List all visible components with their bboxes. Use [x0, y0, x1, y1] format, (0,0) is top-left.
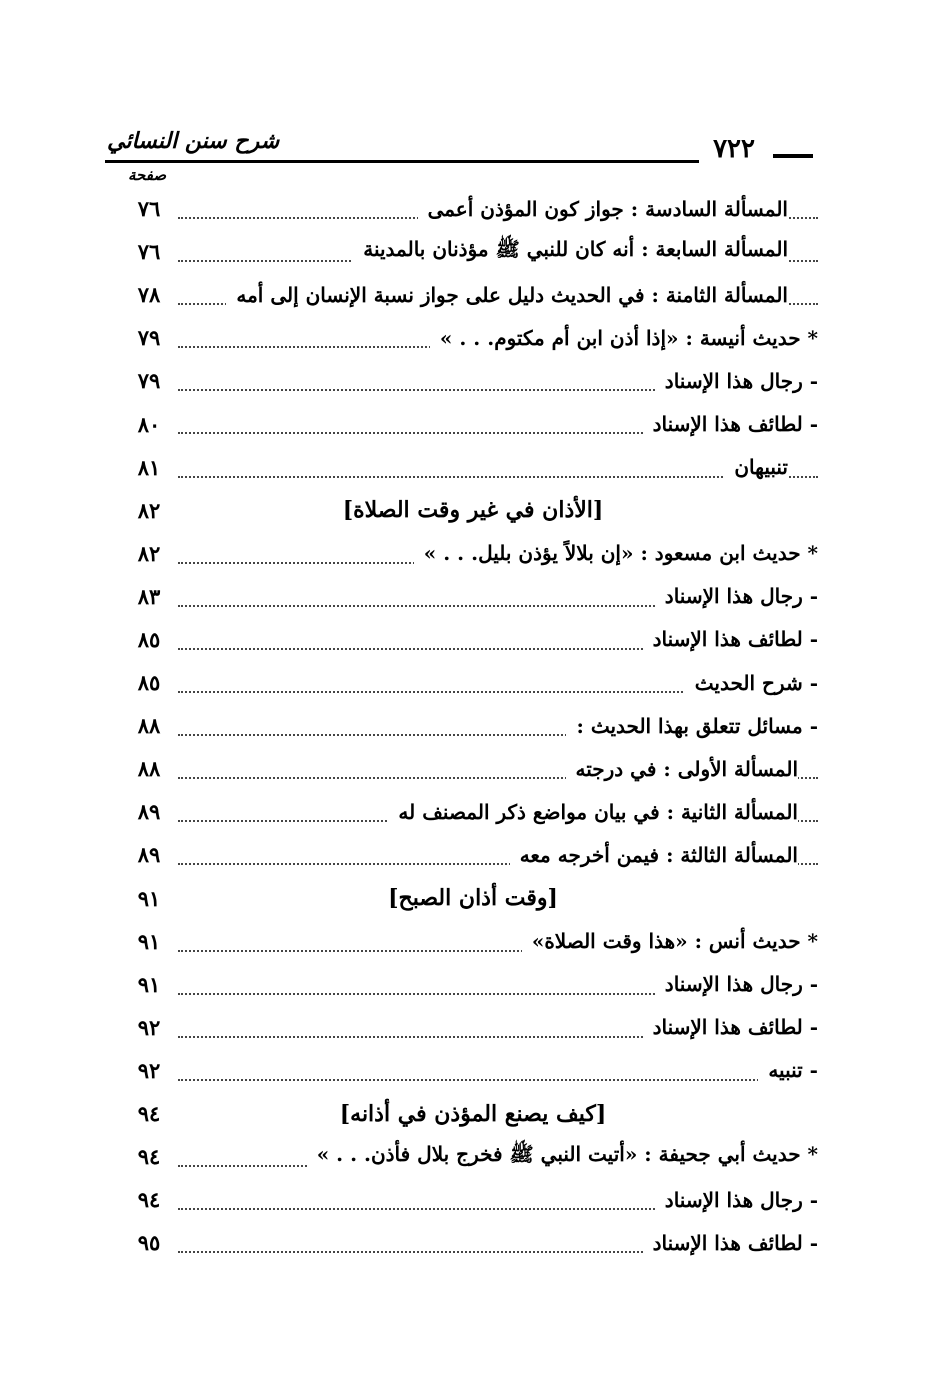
entry-page-number: ٩١ [137, 885, 161, 911]
entry-page-number: ٧٦ [137, 239, 161, 265]
running-header [105, 128, 813, 168]
entry-page-number: ٨٨ [137, 756, 161, 782]
toc-entry [128, 316, 818, 359]
toc-entry [128, 446, 818, 489]
entry-page-number: ٩١ [137, 971, 161, 997]
entry-page-number: ٨٠ [137, 411, 161, 437]
toc-entry [128, 920, 818, 963]
toc-entry [128, 273, 818, 316]
entry-title: - لطائف هذا الإسناد [643, 1015, 818, 1039]
entry-page-number: ٨٢ [137, 497, 161, 523]
section-title: [كيف يصنع المؤذن في أذانه] [339, 1100, 607, 1127]
toc-section-heading [128, 489, 818, 532]
header-rule [105, 160, 699, 163]
entry-page-number: ٩٥ [137, 1230, 161, 1256]
entry-page-number: ٩٢ [137, 1014, 161, 1040]
entry-page-number: ٨٨ [137, 713, 161, 739]
page-column-label: صفحة [128, 166, 167, 184]
entry-page-number: ٩٤ [137, 1187, 161, 1213]
dot-leader [178, 1079, 818, 1081]
entry-title: المسألة السادسة : جواز كون المؤذن أعمى [418, 197, 788, 221]
entry-page-number: ٧٩ [137, 368, 161, 394]
toc-entry [128, 187, 818, 230]
entry-title: المسألة الثامنة : في الحديث دليل على جواز نسبة الإنسان إلى أمه [226, 283, 788, 307]
entry-title: المسألة الثانية : في بيان مواضع ذكر المصنف له [388, 800, 798, 824]
entry-page-number: ٨٥ [137, 626, 161, 652]
entry-page-number: ٧٩ [137, 325, 161, 351]
entry-title: تنبيهان [724, 455, 788, 479]
toc-entry [128, 618, 818, 661]
entry-title: المسألة السابعة : أنه كان للنبي ﷺ مؤذنان بالمدينة [353, 237, 788, 266]
entry-page-number: ٨٣ [137, 583, 161, 609]
entry-title: - شرح الحديث [685, 671, 818, 695]
entry-title: المسألة الأولى : في درجته [566, 757, 799, 781]
entry-page-number: ٩٤ [137, 1101, 161, 1127]
toc-entry [128, 359, 818, 402]
entry-page-number: ٨٩ [137, 799, 161, 825]
entry-title: - مسائل تتعلق بهذا الحديث : [566, 714, 818, 738]
toc-entry [128, 661, 818, 704]
toc-section-heading [128, 1092, 818, 1135]
toc-section-heading [128, 877, 818, 920]
page-number: ٧٢٢ [713, 134, 755, 164]
toc-entry [128, 1049, 818, 1092]
toc-entry [128, 1135, 818, 1178]
entry-title: المسألة الثالثة : فيمن أخرجه معه [510, 843, 798, 867]
entry-title: - تنبيه [758, 1058, 818, 1082]
entry-title: - لطائف هذا الإسناد [643, 627, 818, 651]
entry-title: - رجال هذا الإسناد [655, 584, 818, 608]
toc-entry [128, 790, 818, 833]
entry-title: - رجال هذا الإسناد [655, 369, 818, 393]
dot-leader [178, 476, 818, 478]
entry-page-number: ٨٥ [137, 670, 161, 696]
entry-title: - لطائف هذا الإسناد [643, 1231, 818, 1255]
book-title: شرح سنن النسائي [107, 128, 280, 154]
section-title: [وقت أذان الصبح] [388, 885, 558, 912]
table-of-contents [128, 187, 818, 1264]
entry-title: - لطائف هذا الإسناد [643, 412, 818, 436]
toc-entry [128, 704, 818, 747]
entry-page-number: ٩٤ [137, 1144, 161, 1170]
toc-entry [128, 532, 818, 575]
toc-entry [128, 1221, 818, 1264]
entry-title: - رجال هذا الإسناد [655, 972, 818, 996]
toc-entry [128, 747, 818, 790]
toc-entry [128, 1178, 818, 1221]
entry-page-number: ٨٩ [137, 842, 161, 868]
entry-title: * حديث أنيسة : «إذا أذن ابن أم مكتوم. . . » [430, 326, 818, 350]
entry-page-number: ٨٢ [137, 540, 161, 566]
entry-title: * حديث أبي جحيفة : «أتيت النبي ﷺ فخرج بلال فأذن. . . » [307, 1142, 818, 1171]
header-dash [773, 154, 813, 158]
toc-entry [128, 230, 818, 273]
toc-entry [128, 963, 818, 1006]
section-title: [الأذان في غير وقت الصلاة] [342, 497, 604, 524]
entry-title: * حديث أنس : «هذا وقت الصلاة» [522, 929, 818, 953]
toc-entry [128, 575, 818, 618]
entry-page-number: ٨١ [137, 454, 161, 480]
entry-page-number: ٩١ [137, 928, 161, 954]
toc-entry [128, 1006, 818, 1049]
toc-entry [128, 402, 818, 445]
entry-page-number: ٧٦ [137, 196, 161, 222]
toc-entry [128, 833, 818, 876]
entry-page-number: ٧٨ [137, 282, 161, 308]
entry-title: * حديث ابن مسعود : «إن بلالاً يؤذن بليل. . . » [414, 541, 818, 565]
entry-page-number: ٩٢ [137, 1057, 161, 1083]
entry-title: - رجال هذا الإسناد [655, 1188, 818, 1212]
